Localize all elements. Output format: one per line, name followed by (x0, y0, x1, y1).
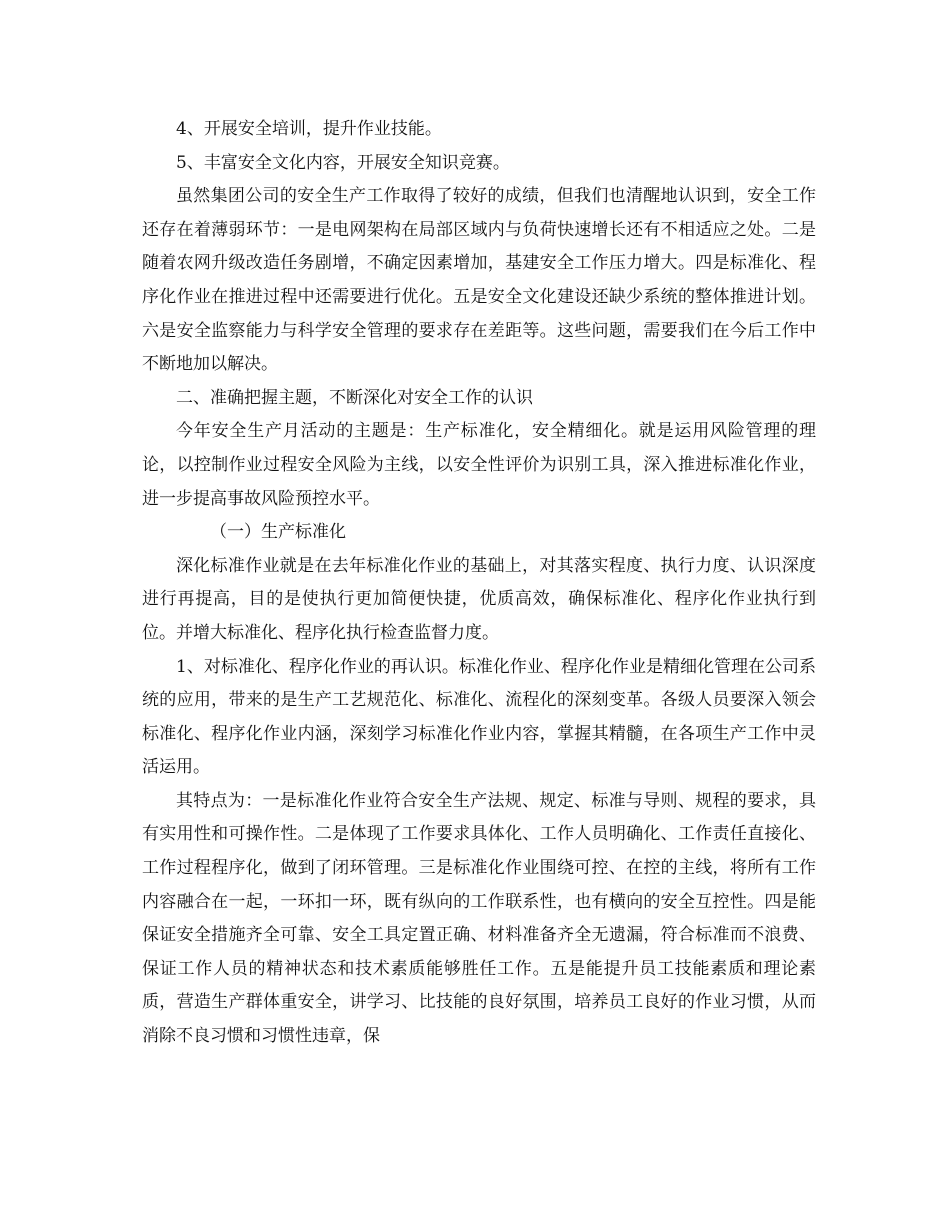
document-body (142, 113, 816, 1054)
section-heading-theme: 二、准确把握主题，不断深化对安全工作的认识 (176, 387, 533, 408)
subsection-heading-standardization: （一）生产标准化 (210, 522, 346, 543)
body-paragraph-features: 其特点为：一是标准化作业符合安全生产法规、规定、标准与导则、规程的要求，具有实用性和可操作性。二是体现了工作要求具体化、工作人员明确化、工作责任直接化、工作过程程序化，做到了闭环管理。三是标准化作业围绕可控、在控的主线，将所有工作内容融合在一起，一环扣一环，既有纵向的工作联系性，也有横向的安全互控性。四是能保证安全措施齐全可靠、安全工具定置正确、材料准备齐全无遗漏，符合标准而不浪费、保证工作人员的精神状态和技术素质能够胜任工作。五是能提升员工技能素质和理论素质，营造生产群体重安全，讲学习、比技能的良好氛围，培养员工良好的作业习惯，从而消除不良习惯和习惯性违章，保 (142, 790, 816, 1047)
list-item-training: 4、开展安全培训，提升作业技能。 (176, 119, 442, 139)
body-paragraph-theme: 今年安全生产月活动的主题是：生产标准化，安全精细化。就是运用风险管理的理论，以控制作业过程安全风险为主线，以安全性评价为识别工具，深入推进标准化作业，进一步提高事故风险预控水平。 (142, 421, 816, 509)
body-paragraph-weaknesses: 虽然集团公司的安全生产工作取得了较好的成绩，但我们也清醒地认识到，安全工作还存在着薄弱环节：一是电网架构在局部区域内与负荷快速增长还有不相适应之处。二是随着农网升级改造任务剧增，不确定因素增加，基建安全工作压力增大。四是标准化、程序化作业在推进过程中还需要进行优化。五是安全文化建设还缺少系统的整体推进计划。六是安全监察能力与科学安全管理的要求存在差距等。这些问题，需要我们在今后工作中不断地加以解决。 (142, 186, 816, 375)
body-paragraph-recognition: 1、对标准化、程序化作业的再认识。标准化作业、程序化作业是精细化管理在公司系统的应用，带来的是生产工艺规范化、标准化、流程化的深刻变革。各级人员要深入领会标准化、程序化作业内涵，深刻学习标准化作业内容，掌握其精髓，在各项生产工作中灵活运用。 (142, 656, 816, 778)
body-paragraph-standard-work: 深化标准作业就是在去年标准化作业的基础上，对其落实程度、执行力度、认识深度进行再提高，目的是使执行更加简便快捷，优质高效，确保标准化、程序化作业执行到位。并增大标准化、程序化执行检查监督力度。 (142, 555, 816, 643)
list-item-culture: 5、丰富安全文化内容，开展安全知识竞赛。 (176, 152, 510, 173)
